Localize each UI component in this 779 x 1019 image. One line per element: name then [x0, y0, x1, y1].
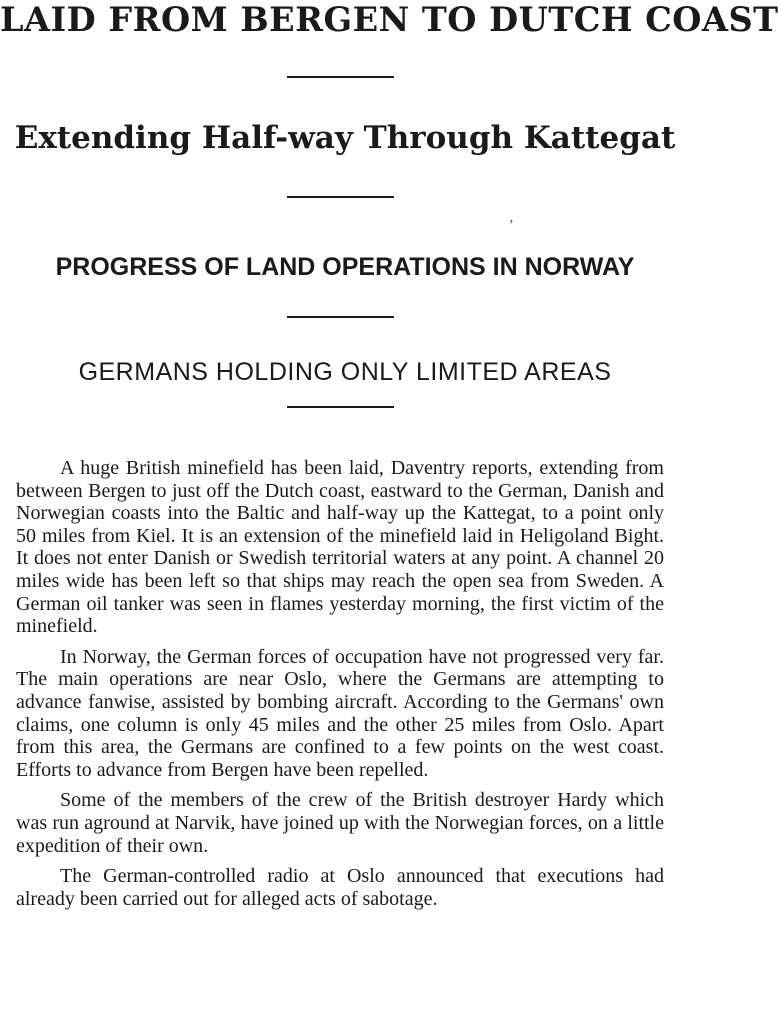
print-speck: ’ — [509, 218, 514, 233]
article-paragraph: Some of the members of the crew of the British destroyer Hardy which was run aground at Narvik, have joined up with the Norwegian forces, on a little expedition of their own. — [16, 789, 664, 857]
divider-rule-1 — [287, 76, 394, 78]
article-body — [16, 457, 664, 918]
divider-rule-4 — [287, 406, 394, 408]
article-paragraph: In Norway, the German forces of occupation have not progressed very far. The main operations are near Oslo, where the Germans are attempting to advance fanwise, assisted by bombing aircraft. According to the Germans' own claims, one column is only 45 miles and the other 25 miles from Oslo. Apart from this area, the Germans are confined to a few points on the west coast. Efforts to advance from Bergen have been repelled. — [16, 645, 664, 781]
article-paragraph: The German-controlled radio at Oslo announced that executions had already been carried out for alleged acts of sabotage. — [16, 865, 664, 910]
divider-rule-3 — [287, 316, 394, 318]
section-headline: PROGRESS OF LAND OPERATIONS IN NORWAY — [55, 253, 635, 281]
sub-section-headline: GERMANS HOLDING ONLY LIMITED AREAS — [78, 358, 612, 386]
main-headline: LAID FROM BERGEN TO DUTCH COAST — [0, 0, 779, 40]
sub-headline: Extending Half-way Through Kattegat — [14, 120, 676, 156]
divider-rule-2 — [287, 196, 394, 198]
article-paragraph: A huge British minefield has been laid, Daventry reports, extending from between Bergen to just off the Dutch coast, eastward to the German, Danish and Norwegian coasts into the Baltic and half-way up the Kattegat, to a point only 50 miles from Kiel. It is an extension of the minefield laid in Heligoland Bight. It does not enter Danish or Swedish territorial waters at any point. A channel 20 miles wide has been left so that ships may reach the open sea from Sweden. A German oil tanker was seen in flames yesterday morning, the first victim of the minefield. — [16, 457, 664, 638]
